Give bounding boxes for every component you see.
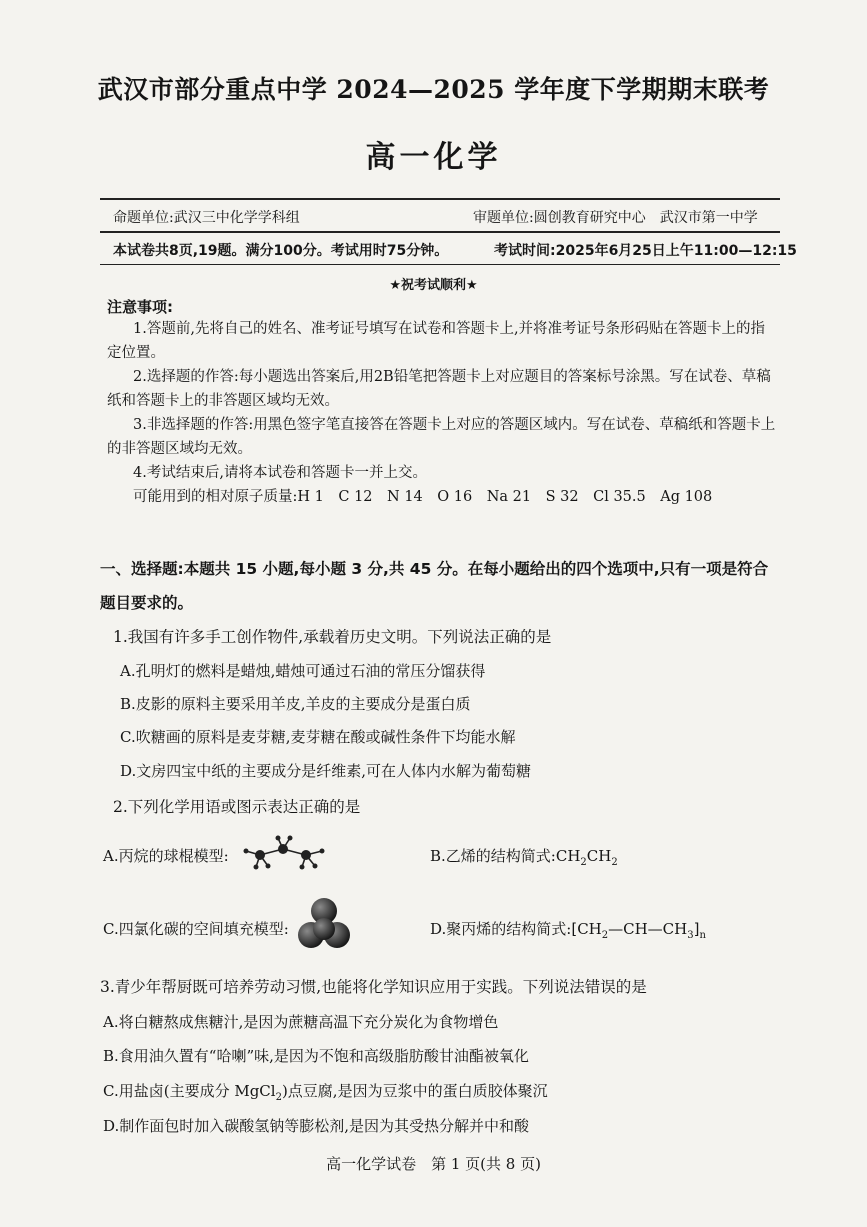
notice-heading: 注意事项: <box>107 298 173 316</box>
notice-item-4: 4.考试结束后,请将本试卷和答题卡一并上交。 <box>133 465 427 481</box>
question-2-stem: 2.下列化学用语或图示表达正确的是 <box>113 798 361 816</box>
atomic-mass-line: 可能用到的相对原子质量:H 1 C 12 N 14 O 16 Na 21 S 32 Cl 35.5 Ag 108 <box>133 489 713 505</box>
question-3-stem: 3.青少年帮厨既可培养劳动习惯,也能将化学知识应用于实践。下列说法错误的是 <box>100 978 647 996</box>
question-3-option-c: C.用盐卤(主要成分 MgCl$_2$)点豆腐,是因为豆浆中的蛋白质胶体聚沉 <box>103 1082 548 1103</box>
question-3-option-d: D.制作面包时加入碳酸氢钠等膨松剂,是因为其受热分解并中和酸 <box>103 1117 530 1135</box>
page-footer: 高一化学试卷 第 1 页(共 8 页) <box>326 1155 541 1173</box>
question-2-option-c: C.四氯化碳的空间填充模型: <box>103 920 289 938</box>
question-2-option-d: D.聚丙烯的结构简式$:[CH_2—CH—CH_3]_n$ <box>430 920 706 941</box>
good-luck-banner: ★祝考试顺利★ <box>389 278 478 293</box>
setter-unit: 命题单位:武汉三中化学学科组 <box>113 210 300 226</box>
exam-subject: 高一化学 <box>365 140 502 175</box>
question-2-option-b: B.乙烯的结构简式$:CH_2CH_2$ <box>430 847 618 868</box>
propane-ball-stick-model <box>238 833 330 873</box>
notice-item-2: 2.选择题的作答:每小题选出答案后,用2B铅笔把答题卡上对应题目的答案标号涂黑。写在试卷、草稿纸和答题卡上的非答题区域均无效。 <box>107 369 771 409</box>
question-1-option-b: B.皮影的原料主要采用羊皮,羊皮的主要成分是蛋白质 <box>120 695 471 713</box>
exam-info: 本试卷共8页,19题。满分100分。考试用时75分钟。 <box>113 243 449 259</box>
question-3-option-b: B.食用油久置有“哈喇”味,是因为不饱和高级脂肪酸甘油酯被氧化 <box>103 1047 529 1065</box>
notice-item-1: 1.答题前,先将自己的姓名、准考证号填写在试卷和答题卡上,并将准考证号条形码贴在答题卡上的指定位置。 <box>107 321 766 361</box>
notice-item-3: 3.非选择题的作答:用黑色签字笔直接答在答题卡上对应的答题区域内。写在试卷、草稿纸和答题卡上的非答题区域均无效。 <box>107 417 776 457</box>
header-rule-bottom <box>100 264 780 265</box>
header-rule-top <box>100 198 780 200</box>
carbon-tetrachloride-space-filling-model <box>298 896 350 954</box>
header-rule-middle <box>100 231 780 233</box>
question-1-option-c: C.吹糖画的原料是麦芽糖,麦芽糖在酸或碱性条件下均能水解 <box>120 728 516 746</box>
question-2-option-a: A.丙烷的球棍模型: <box>103 847 229 865</box>
question-1-stem: 1.我国有许多手工创作物件,承载着历史文明。下列说法正确的是 <box>113 628 552 646</box>
reviewer-unit: 审题单位:圆创教育研究中心 武汉市第一中学 <box>473 210 758 226</box>
question-3-option-a: A.将白糖熬成焦糖汁,是因为蔗糖高温下充分炭化为食物增色 <box>103 1013 499 1031</box>
exam-title: 武汉市部分重点中学 2024—2025 学年度下学期期末联考 <box>97 75 770 104</box>
question-1-option-a: A.孔明灯的燃料是蜡烛,蜡烛可通过石油的常压分馏获得 <box>120 662 486 680</box>
section-one-heading: 一、选择题:本题共 15 小题,每小题 3 分,共 45 分。在每小题给出的四个选项中,只有一项是符合题目要求的。 <box>100 560 769 612</box>
exam-time: 考试时间:2025年6月25日上午11:00—12:15 <box>494 243 797 259</box>
question-1-option-d: D.文房四宝中纸的主要成分是纤维素,可在人体内水解为葡萄糖 <box>120 762 532 780</box>
